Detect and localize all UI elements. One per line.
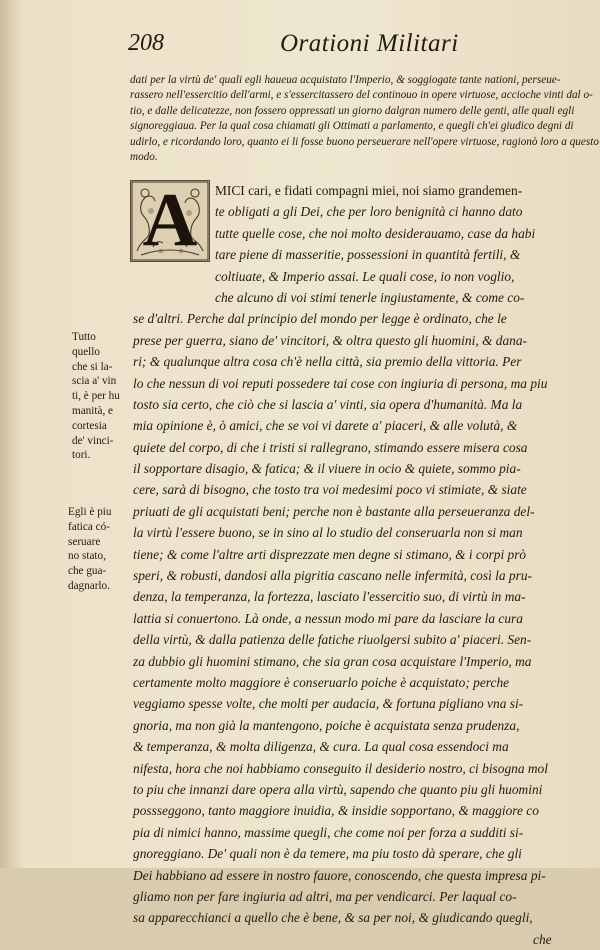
speech-line: za dubbio gli huomini stimano, che sia gran cosa acquistare l'Imperio, ma — [133, 653, 532, 669]
speech-line: lattia si conuertono. Là onde, a nessun modo mi pare da lasciare la cura — [133, 610, 523, 626]
speech-line: il sopportare disagio, & fatica; & il viuere in ocio & quiete, sommo pia- — [133, 461, 521, 477]
speech-line: Dei habbiano ad essere in nostro fauore, conoscendo, che questa impresa pi- — [133, 867, 546, 883]
margin-note-line: de' vinci- — [72, 434, 114, 447]
margin-note-line: che si la- — [72, 360, 113, 373]
intro-line: rassero nell'essercitio dell'armi, e s'essercitassero del continouo in opere virtuose, accioche vinti dal o- — [130, 89, 593, 102]
speech-line: ri; & qualunque altra cosa ch'è nella città, sia premio della vittoria. Per — [133, 354, 522, 370]
margin-note — [68, 505, 112, 594]
speech-line: quiete del corpo, di che i tristi si rallegrano, stimando essere misera cosa — [133, 439, 528, 455]
speech-line: veggiamo spesse volte, che molti per audacia, & fortuna pigliano vna si- — [133, 696, 524, 712]
speech-line: della virtù, & dalla patienza delle fatiche riuolgersi subito a' piaceri. Sen- — [133, 632, 532, 648]
speech-line: sa apparecchianci a quello che è bene, & sa per noi, & giudicando quegli, — [133, 910, 533, 926]
margin-note-line: fatica có- — [68, 520, 110, 533]
margin-note-line: ti, è per hu — [72, 390, 120, 403]
margin-note-line: tori. — [72, 449, 91, 462]
margin-note-line: Egli è piu — [68, 506, 112, 518]
margin-note-line: manità, e — [72, 404, 114, 417]
initial-letter: A — [142, 178, 198, 262]
speech-line: cere, sarà di bisogno, che tosto tra voi medesimi poco vi stimiate, & siate — [133, 482, 527, 498]
speech-text — [133, 180, 578, 950]
speech-line: che alcuno di voi stimi tenerle ingiustamente, & come co- — [215, 289, 525, 305]
intro-paragraph — [130, 73, 599, 165]
margin-note-line: che gua- — [68, 565, 107, 578]
speech-line: coltiuate, & Imperio assai. Le quali cose, io non voglio, — [215, 268, 515, 284]
speech-line: & temperanza, & molta diligenza, & cura. La qual cosa essendoci ma — [133, 739, 509, 755]
speech-line: pia di nimici hanno, massime quegli, che come noi per forza a sudditi si- — [133, 824, 524, 840]
speech-line: tosto sia certo, che ciò che si lascia a' vinti, sia opera d'humanità. Ma la — [133, 396, 523, 412]
speech-line: to piu che innanzi dare opera alla virtù, sapendo che quanto piu gli huomini — [133, 781, 543, 797]
margin-note-line: dagnarlo. — [68, 579, 110, 592]
margin-note-line: no stato, — [68, 550, 106, 563]
page-header — [128, 30, 528, 70]
intro-line: udirlo, e ricordando loro, quanto ei li fosse buono perseuerare nell'opere virtuose, ragionò loro a questo — [130, 135, 599, 148]
intro-line: tio, e dalle delicatezze, non fossero oppressati un giorno dalgran numero delle genti, alle quali egli — [130, 104, 575, 117]
speech-line: te obligati a gli Dei, che per loro benignità ci hanno dato — [215, 204, 523, 220]
speech-line: prese per guerra, siano de' vincitori, & oltra questo gli huomini, & dana- — [133, 332, 528, 348]
speech-line: la virtù l'essere buono, se in sino al lo studio del conseruarla non si man — [133, 525, 523, 541]
speech-line: priuati de gli acquistati beni; perche non è bastante alla perseueranza del- — [133, 503, 535, 519]
margin-note-line: Tutto — [72, 331, 96, 343]
margin-note-line: quello — [72, 345, 100, 358]
speech-line: mia opinione è, ò amici, che se voi vi darete a' piaceri, & alle volutà, & — [133, 418, 518, 434]
speech-line: speri, & robusti, dandosi alla pigritia cascano nelle infermità, così la pru- — [133, 568, 532, 584]
speech-line: tutte quelle cose, che noi molto desiderauamo, case da habi — [215, 225, 536, 241]
speech-line: MICI cari, e fidati compagni miei, noi siamo grandemen- — [215, 183, 523, 198]
speech-line: possseggono, tanto maggiore inuidia, & insidie sopportano, & maggiore co — [133, 803, 539, 819]
speech-line: tare piene di masseritie, possessioni in quantità fertili, & — [215, 247, 521, 263]
speech-line: denza, la temperanza, la fortezza, lasciato l'essercitio suo, di virtù in ma- — [133, 589, 526, 605]
margin-note-line: seruare — [68, 535, 101, 548]
page-number: 208 — [128, 30, 164, 56]
speech-line: gnoreggiano. De' quali non è da temere, ma piu tosto dà sperare, che gli — [133, 846, 522, 862]
speech-line: lo che nessun di voi reputi possedere tai cose con ingiuria di persona, ma piu — [133, 375, 548, 391]
speech-line: certamente molto maggiore è conseruarlo poiche è acquistato; perche — [133, 674, 510, 690]
speech-line: tiene; & come l'altre arti disprezzate men degne si stimano, & i corpi prò — [133, 546, 527, 562]
running-title: Orationi Militari — [280, 30, 459, 57]
speech-line: nifesta, hora che noi habbiamo conseguito il desiderio nostro, ci bisogna mol — [133, 760, 548, 776]
speech-line: gnoria, ma non già la mantengono, poiche è acquistata senza prudenza, — [133, 717, 520, 733]
intro-line: signoreggiaua. Per la qual cosa chiamati gli Ottimati a parlamento, e quegli ch'ei giudico degni di — [130, 120, 574, 133]
margin-note-line: cortesia — [72, 419, 107, 432]
intro-line: modo. — [130, 150, 158, 163]
speech-line: gliamo non per fare ingiuria ad altri, ma per vendicarci. Per laqual co- — [133, 888, 517, 904]
margin-note — [72, 330, 120, 463]
catchword: che — [533, 931, 552, 947]
intro-line: dati per la virtù de' quali egli haueua acquistato l'Imperio, & soggiogate tante nationi, perseue- — [130, 74, 561, 86]
speech-line: se d'altri. Perche dal principio del mondo per legge è ordinato, che le — [133, 311, 507, 327]
margin-note-line: scia a' vin — [72, 375, 117, 388]
